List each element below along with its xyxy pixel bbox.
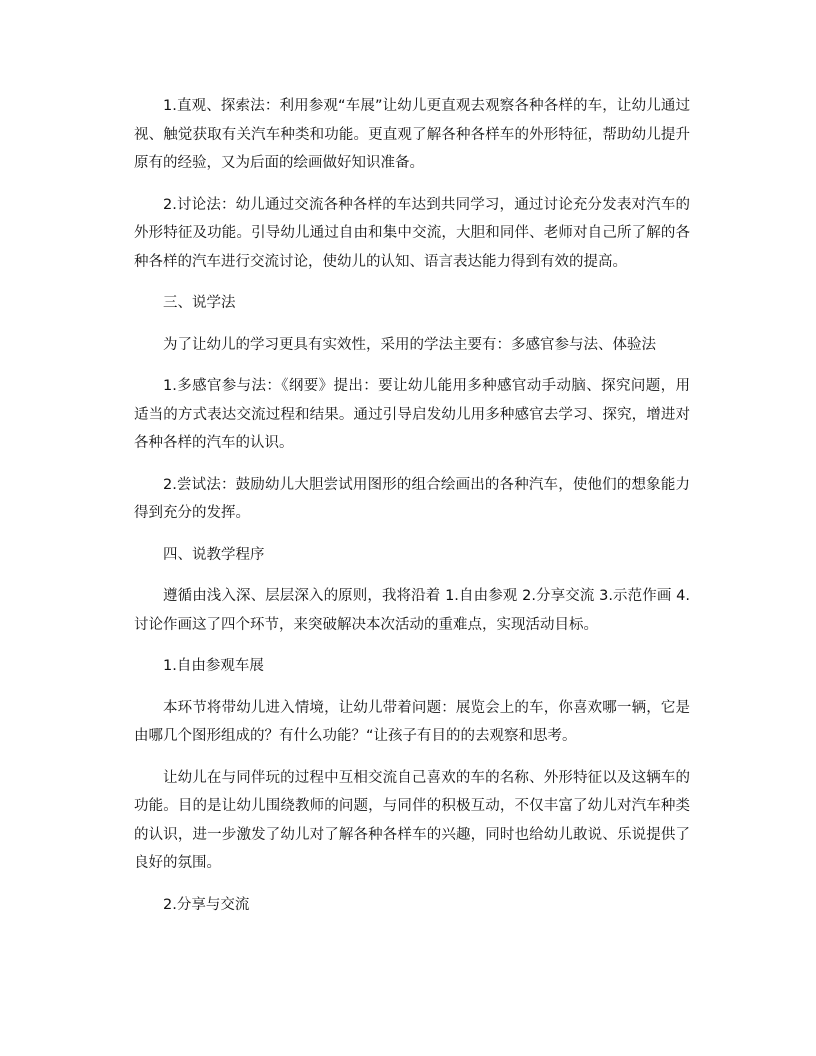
paragraph-learning-method-intro: 为了让幼儿的学习更具有实效性，采用的学法主要有：多感官参与法、体验法 [163, 336, 656, 353]
section-heading-learning-method: 三、说学法 [163, 295, 236, 311]
paragraph-method-intuitive: 1.直观、探索法：利用参观“车展”让幼儿更直观去观察各种各样的车，让幼儿通过视、触觉获取有关汽车种类和功能。更直观了解各种各样车的外形特征，帮助幼儿提升原有的经验，又为后面的绘画做好知识准备。 [134, 98, 690, 171]
paragraph-procedure-overview: 遵循由浅入深、层层深入的原则，我将沿着 1.自由参观 2.分享交流 3.示范作画 4.讨论作画这了四个环节，来突破解决本次活动的重难点，实现活动目标。 [134, 588, 690, 633]
paragraph-trial-method: 2.尝试法：鼓励幼儿大胆尝试用图形的组合绘画出的各种汽车，使他们的想象能力得到充分的发挥。 [134, 476, 690, 521]
document-body [134, 92, 690, 932]
section-heading-teaching-procedure: 四、说教学程序 [163, 546, 265, 563]
paragraph-multisensory-method: 1.多感官参与法：《纲要》提出：要让幼儿能用多种感官动手动脑、探究问题，用适当的方式表达交流过程和结果。通过引导启发幼儿用多种感官去学习、探究，增进对各种各样的汽车的认识。 [134, 378, 690, 451]
paragraph-free-visit-interaction: 让幼儿在与同伴玩的过程中互相交流自己喜欢的车的名称、外形特征以及这辆车的功能。目的是让幼儿围绕教师的问题，与同伴的积极互动，不仅丰富了幼儿对汽车种类的认识，进一步激发了幼儿对了解各种各样车的兴趣，同时也给幼儿敢说、乐说提供了良好的氛围。 [134, 769, 690, 871]
paragraph-method-discussion: 2.讨论法：幼儿通过交流各种各样的车达到共同学习，通过讨论充分发表对汽车的外形特征及功能。引导幼儿通过自由和集中交流，大胆和同伴、老师对自己所了解的各种各样的汽车进行交流讨论，使幼儿的认知、语言表达能力得到有效的提高。 [134, 196, 690, 270]
paragraph-free-visit-question: 本环节将带幼儿进入情境，让幼儿带着问题：展览会上的车，你喜欢哪一辆，它是由哪几个图形组成的？有什么功能？“让孩子有目的的去观察和思考。 [134, 699, 690, 744]
subheading-sharing-exchange: 2.分享与交流 [163, 896, 250, 913]
subheading-free-visit: 1.自由参观车展 [163, 658, 264, 674]
